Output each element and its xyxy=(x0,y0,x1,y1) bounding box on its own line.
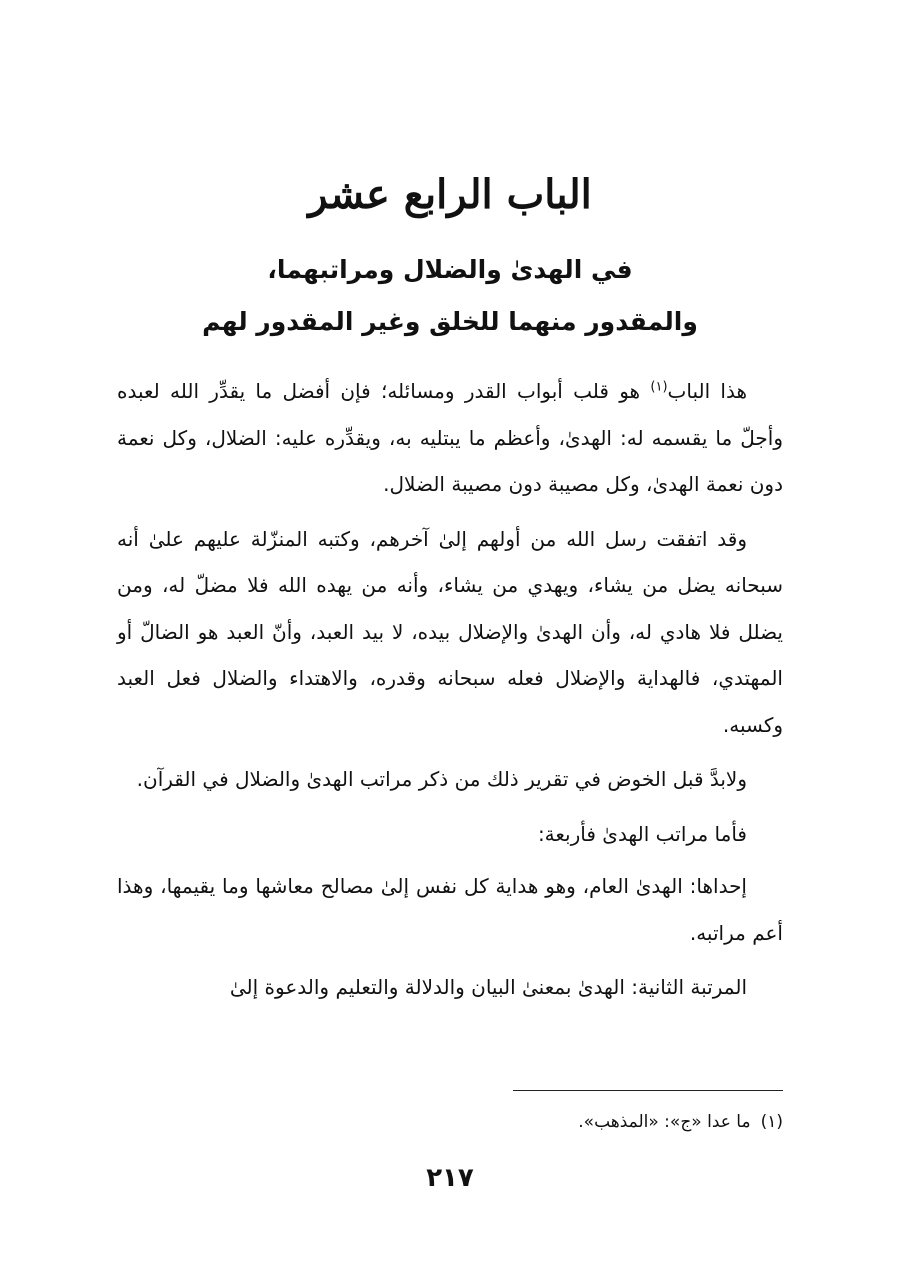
subtitle-line-1: في الهدىٰ والضلال ومراتبهما، xyxy=(267,255,633,284)
paragraph-3: ولابدَّ قبل الخوض في تقرير ذلك من ذكر مراتب الهدىٰ والضلال في القرآن. xyxy=(136,767,747,791)
chapter-subtitle xyxy=(0,244,900,348)
paragraph-5: إحداها: الهدىٰ العام، وهو هداية كل نفس إلىٰ مصالح معاشها وما يقيمها، وهذا أعم مراتبه. xyxy=(117,874,783,945)
footnote-divider xyxy=(513,1090,783,1091)
body-text xyxy=(117,368,783,1019)
paragraph-1-rest: هو قلب أبواب القدر ومسائله؛ فإن أفضل ما يقدِّر الله لعبده وأجلّ ما يقسمه له: الهدىٰ، وأعظم ما يبتليه به، ويقدِّره عليه: الضلال، وكل نعمة دون نعمة الهدىٰ، وكل مصيبة دون مصيبة الضلال. xyxy=(117,379,783,496)
paragraph-1 xyxy=(117,368,783,508)
page-number: ٢١٧ xyxy=(426,1163,474,1193)
footnote xyxy=(117,1108,783,1136)
footnote-text: ما عدا «ج»: «المذهب». xyxy=(578,1112,751,1132)
paragraph-1-start: هذا الباب xyxy=(667,379,747,403)
footnote-reference[interactable]: (١) xyxy=(650,379,668,395)
paragraph-6: المرتبة الثانية: الهدىٰ بمعنىٰ البيان والدلالة والتعليم والدعوة إلىٰ xyxy=(229,975,747,999)
chapter-title: الباب الرابع عشر xyxy=(308,171,592,218)
paragraph-2: وقد اتفقت رسل الله من أولهم إلىٰ آخرهم، وكتبه المنزّلة عليهم علىٰ أنه سبحانه يضل من يشاء، ويهدي من يشاء، وأنه من يهده الله فلا مضلّ له، ومن يضلل فلا هادي له، وأن الهدىٰ والإضلال بيده، لا بيد العبد، وأنّ العبد هو الضالّ أو المهتدي، فالهداية والإضلال فعله سبحانه وقدره، والاهتداء والضلال فعل العبد وكسبه. xyxy=(117,526,783,737)
subtitle-line-2: والمقدور منهما للخلق وغير المقدور لهم xyxy=(202,307,698,336)
paragraph-4: فأما مراتب الهدىٰ فأربعة: xyxy=(537,821,747,846)
footnote-number: (١) xyxy=(760,1112,783,1132)
